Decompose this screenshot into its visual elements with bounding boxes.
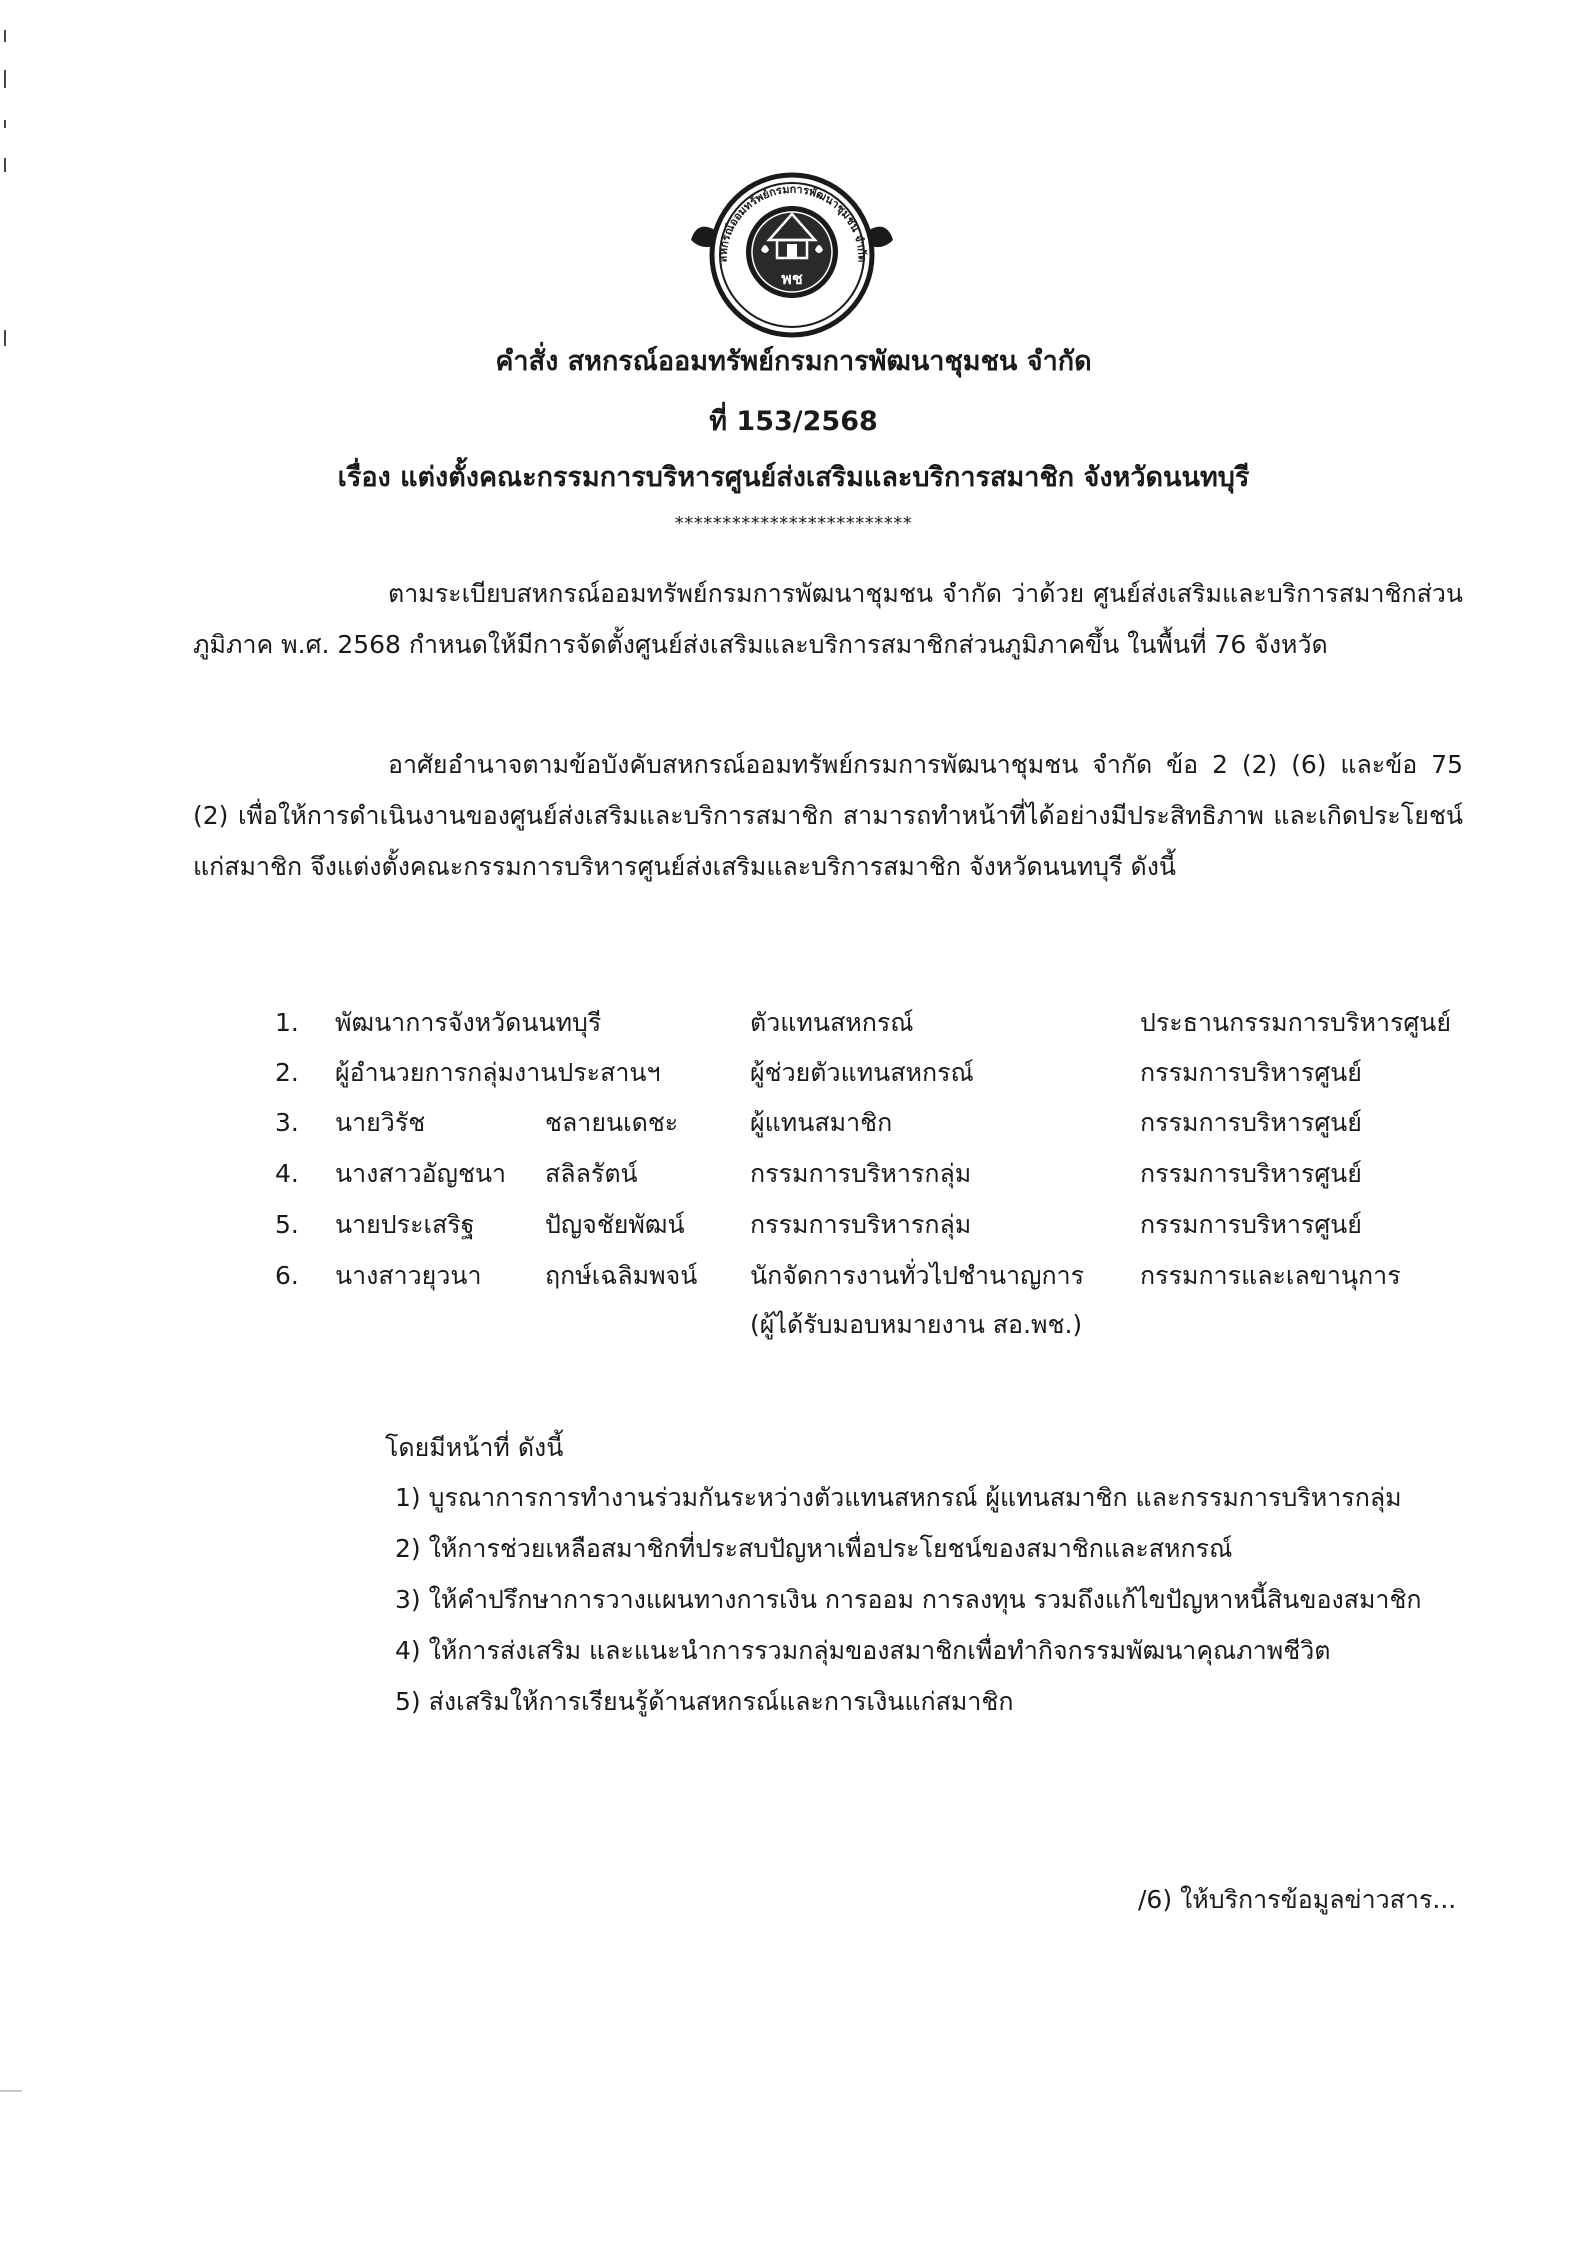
member-name: นางสาวยุวนา [335,1261,482,1290]
duty-item: 5) ส่งเสริมให้การเรียนรู้ด้านสหกรณ์และการเงินแก่สมาชิก [395,1687,1014,1716]
member-name: นายวิรัช [335,1108,426,1137]
member-surname: ฤกษ์เฉลิมพจน์ [545,1261,698,1290]
member-number: 5. [275,1210,299,1239]
emblem-center-text: พช [781,269,803,288]
member-capacity: ผู้ช่วยตัวแทนสหกรณ์ [750,1058,974,1087]
member-name: นายประเสริฐ [335,1210,475,1239]
paragraph-regulation [193,568,1463,670]
member-number: 3. [275,1108,299,1137]
member-name: ผู้อำนวยการกลุ่มงานประสานฯ [335,1058,661,1087]
member-name: พัฒนาการจังหวัดนนทบุรี [335,1008,602,1037]
member-role: กรรมการบริหารศูนย์ [1140,1159,1362,1188]
member-number: 4. [275,1159,299,1188]
member-row [0,1100,1587,1146]
member-role: กรรมการบริหารศูนย์ [1140,1108,1362,1137]
duty-item: 1) บูรณาการการทำงานร่วมกันระหว่างตัวแทนสหกรณ์ ผู้แทนสมาชิก และกรรมการบริหารกลุ่ม [395,1483,1402,1512]
duties-heading: โดยมีหน้าที่ ดังนี้ [385,1433,564,1462]
member-surname: สลิลรัตน์ [545,1159,638,1188]
scan-edge-marks [4,30,7,350]
paragraph-authority [193,739,1463,892]
duty-item: 2) ให้การช่วยเหลือสมาชิกที่ประสบปัญหาเพื่อประโยชน์ของสมาชิกและสหกรณ์ [395,1534,1233,1563]
member-row [0,1000,1587,1046]
continuation-text: /6) ให้บริการข้อมูลข่าวสาร... [1138,1885,1457,1914]
member-capacity: กรรมการบริหารกลุ่ม [750,1159,972,1188]
member-name: นางสาวอัญชนา [335,1159,507,1188]
emblem-ring-text: สหกรณ์ออมทรัพย์กรมการพัฒนาชุมชน จำกัด [716,182,869,263]
member-number: 6. [275,1261,299,1290]
paragraph-authority-text: อาศัยอำนาจตามข้อบังคับสหกรณ์ออมทรัพย์กรมการพัฒนาชุมชน จำกัด ข้อ 2 (2) (6) และข้อ 75 (2) เพื่อให้การดำเนินงานของศูนย์ส่งเสริมและบริการสมาชิก สามารถทำหน้าที่ได้อย่างมีประสิทธิภาพ และเกิดประโยชน์แก่สมาชิก จึงแต่งตั้งคณะกรรมการบริหารศูนย์ส่งเสริมและบริการสมาชิก จังหวัดนนทบุรี ดังนี้ [193,750,1463,881]
member-row [0,1202,1587,1248]
member-capacity: ตัวแทนสหกรณ์ [750,1008,914,1037]
member-surname: ชลายนเดชะ [545,1108,679,1137]
order-subject: เรื่อง แต่งตั้งคณะกรรมการบริหารศูนย์ส่งเสริมและบริการสมาชิก จังหวัดนนทบุรี [337,462,1250,493]
member-capacity: ผู้แทนสมาชิก [750,1108,893,1137]
duty-item: 4) ให้การส่งเสริม และแนะนำการรวมกลุ่มของสมาชิกเพื่อทำกิจกรรมพัฒนาคุณภาพชีวิต [395,1636,1331,1665]
paragraph-regulation-text: ตามระเบียบสหกรณ์ออมทรัพย์กรมการพัฒนาชุมชน จำกัด ว่าด้วย ศูนย์ส่งเสริมและบริการสมาชิกส่วนภูมิภาค พ.ศ. 2568 กำหนดให้มีการจัดตั้งศูนย์ส่งเสริมและบริการสมาชิกส่วนภูมิภาคขึ้น ในพื้นที่ 76 จังหวัด [193,579,1463,659]
member-row [0,1151,1587,1197]
member-number: 2. [275,1058,299,1087]
separator-line: ************************* [674,513,913,534]
member-6-assignment-note: (ผู้ได้รับมอบหมายงาน สอ.พช.) [750,1310,1083,1339]
member-role: กรรมการบริหารศูนย์ [1140,1210,1362,1239]
cooperative-emblem [685,170,900,340]
duty-item: 3) ให้คำปรึกษาการวางแผนทางการเงิน การออม การลงทุน รวมถึงแก้ไขปัญหาหนี้สินของสมาชิก [395,1585,1422,1614]
member-capacity: นักจัดการงานทั่วไปชำนาญการ [750,1261,1085,1290]
member-role: กรรมการและเลขานุการ [1140,1261,1401,1290]
member-role: ประธานกรรมการบริหารศูนย์ [1140,1008,1452,1037]
member-row [0,1050,1587,1096]
member-number: 1. [275,1008,299,1037]
member-capacity: กรรมการบริหารกลุ่ม [750,1210,972,1239]
scan-edge-line [0,2090,22,2092]
order-number: ที่ 153/2568 [709,406,878,437]
member-surname: ปัญจชัยพัฒน์ [545,1210,685,1239]
member-role: กรรมการบริหารศูนย์ [1140,1058,1362,1087]
member-row [0,1253,1587,1299]
order-title: คำสั่ง สหกรณ์ออมทรัพย์กรมการพัฒนาชุมชน จำกัด [495,346,1092,377]
